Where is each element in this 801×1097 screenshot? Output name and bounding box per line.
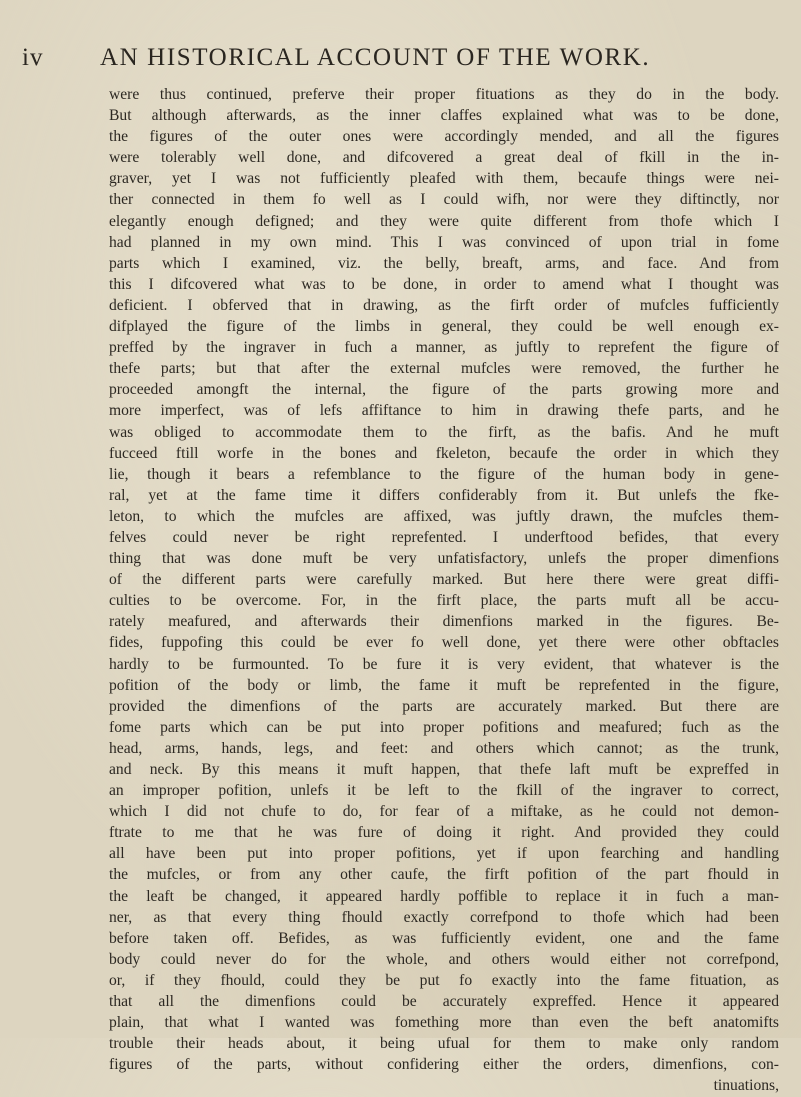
- text-line: pofition of the body or limb, the fame it muft be reprefented in the figure,: [109, 676, 779, 694]
- text-line: provided the dimenfions of the parts are accurately marked. But there are: [109, 697, 779, 715]
- text-line: the mufcles, or from any other caufe, the firft pofition of the part fhould in: [109, 866, 779, 884]
- text-line: that all the dimenfions could be accurately expreffed. Hence it appeared: [109, 993, 779, 1011]
- text-line: all have been put into proper pofitions, yet if upon fearching and handling: [109, 845, 779, 863]
- text-line: body could never do for the whole, and others would either not correfpond,: [109, 950, 779, 968]
- text-line: which I did not chufe to do, for fear of a miftake, as he could not demon-: [109, 803, 779, 821]
- text-line: trouble their heads about, it being ufual for them to make only random: [109, 1035, 779, 1053]
- text-line: head, arms, hands, legs, and feet: and others which cannot; as the trunk,: [109, 739, 779, 757]
- text-line: ral, yet at the fame time it differs confiderably from it. But unlefs the fke-: [109, 486, 779, 504]
- running-title: AN HISTORICAL ACCOUNT OF THE WORK.: [100, 44, 651, 71]
- text-line: before taken off. Befides, as was fufficiently evident, one and the fame: [109, 929, 779, 947]
- page-number: iv: [22, 44, 44, 71]
- running-head: [22, 44, 782, 74]
- text-line: this I difcovered what was to be done, in order to amend what I thought was: [109, 275, 779, 293]
- text-line: had planned in my own mind. This I was convinced of upon trial in fome: [109, 233, 779, 251]
- text-line: more imperfect, was of lefs affiftance to him in drawing thefe parts, and he: [109, 402, 779, 420]
- text-line: fides, fuppofing this could be ever fo well done, yet there were other obftacles: [109, 634, 779, 652]
- text-line: tinuations,: [713, 1077, 779, 1095]
- text-line: ftrate to me that he was fure of doing it right. And provided they could: [109, 824, 779, 842]
- text-line: of the different parts were carefully marked. But here there were great diffi-: [109, 571, 779, 589]
- text-line: were tolerably well done, and difcovered a great deal of fkill in the in-: [109, 149, 779, 167]
- text-line: was obliged to accommodate them to the firft, as the bafis. And he muft: [109, 423, 779, 441]
- text-line: proceeded amongft the internal, the figure of the parts growing more and: [109, 381, 779, 399]
- text-line: fome parts which can be put into proper pofitions and meafured; fuch as the: [109, 718, 779, 736]
- text-line: figures of the parts, without confidering either the orders, dimenfions, con-: [109, 1056, 779, 1074]
- text-line: lie, though it bears a refemblance to the figure of the human body in gene-: [109, 465, 779, 483]
- text-line: leton, to which the mufcles are affixed, was juftly drawn, the mufcles them-: [109, 507, 779, 525]
- body-text: [109, 84, 779, 1097]
- text-line: culties to be overcome. For, in the firft place, the parts muft all be accu-: [109, 592, 779, 610]
- text-line: But although afterwards, as the inner claffes explained what was to be done,: [109, 107, 779, 125]
- text-line: preffed by the ingraver in fuch a manner, as juftly to reprefent the figure of: [109, 339, 779, 357]
- text-line: plain, that what I wanted was fomething more than even the beft anatomifts: [109, 1014, 779, 1032]
- text-line: thing that was done muft be very unfatisfactory, unlefs the proper dimenfions: [109, 550, 779, 568]
- text-line: deficient. I obferved that in drawing, as the firft order of mufcles fufficiently: [109, 296, 779, 314]
- text-line: and neck. By this means it muft happen, that thefe laft muft be expreffed in: [109, 761, 779, 778]
- text-line: the figures of the outer ones were accordingly mended, and all the figures: [109, 128, 779, 146]
- text-line: rately meafured, and afterwards their dimenfions marked in the figures. Be-: [109, 613, 779, 631]
- text-line: felves could never be right reprefented. I underftood befides, that every: [109, 528, 779, 546]
- text-line: hardly to be furmounted. To be fure it is very evident, that whatever is the: [109, 655, 779, 673]
- text-line: ther connected in them fo well as I could wifh, nor were they diftinctly, nor: [109, 191, 779, 209]
- text-line: an improper pofition, unlefs it be left to the fkill of the ingraver to correct,: [109, 782, 779, 800]
- text-line: the leaft be changed, it appeared hardly poffible to replace it in fuch a man-: [109, 887, 779, 905]
- text-line: or, if they fhould, could they be put fo exactly into the fame fituation, as: [109, 971, 779, 989]
- text-line: difplayed the figure of the limbs in general, they could be well enough ex-: [109, 318, 779, 336]
- text-line: fucceed ftill worfe in the bones and fkeleton, becaufe the order in which they: [109, 444, 779, 462]
- text-line: elegantly enough defigned; and they were quite different from thofe which I: [109, 212, 779, 230]
- text-line: ner, as that every thing fhould exactly correfpond to thofe which had been: [109, 908, 779, 926]
- text-line: thefe parts; but that after the external mufcles were removed, the further he: [109, 360, 779, 378]
- text-line: were thus continued, preferve their proper fituations as they do in the body.: [109, 86, 779, 103]
- text-line: graver, yet I was not fufficiently pleafed with them, becaufe things were nei-: [109, 170, 779, 188]
- text-line: parts which I examined, viz. the belly, breaft, arms, and face. And from: [109, 254, 779, 272]
